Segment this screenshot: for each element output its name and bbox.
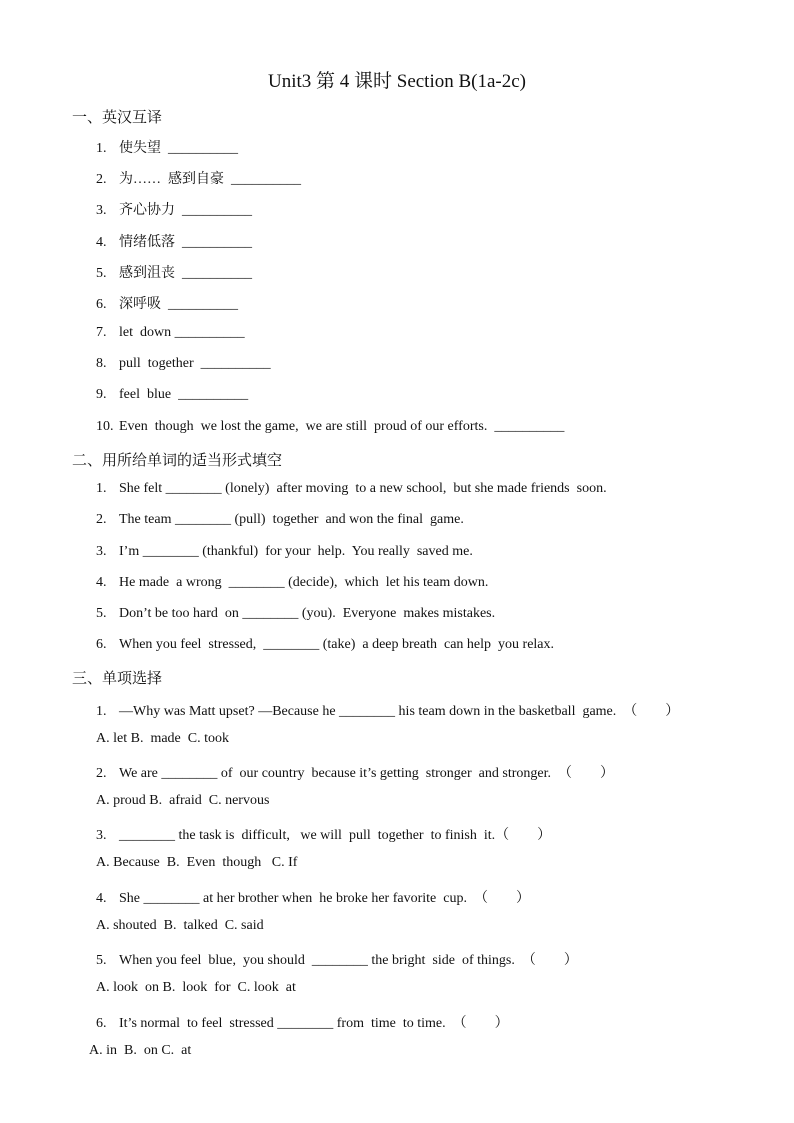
question (96, 1012, 509, 1032)
list-item (96, 293, 238, 313)
item-number: 9. (96, 387, 107, 402)
item-text: 感到沮丧 __________ (119, 266, 252, 281)
question-text: When you feel blue, you should ________ the bright side of things. （ ） (119, 953, 578, 968)
list-item (96, 419, 564, 435)
item-text: feel blue __________ (119, 387, 249, 402)
item-number: 10. (96, 419, 114, 434)
options: A. shouted B. talked C. said (96, 918, 264, 933)
item-text: 使失望 __________ (119, 141, 238, 156)
item-text: Don’t be too hard on ________ (you). Everyone makes mistakes. (119, 606, 496, 621)
list-item (96, 137, 238, 157)
list-item (96, 356, 271, 372)
list-item (96, 387, 248, 403)
list-item (96, 637, 554, 653)
item-number: 4. (96, 235, 107, 250)
list-item (96, 325, 245, 341)
item-number: 3. (96, 544, 107, 559)
question (96, 887, 530, 907)
question (96, 762, 614, 782)
options: A. let B. made C. took (96, 731, 229, 746)
question (96, 824, 551, 844)
question-text: She ________ at her brother when he broke her favorite cup. （ ） (119, 891, 530, 906)
item-text: let down __________ (119, 325, 245, 340)
section1-heading: 一、英汉互译 (72, 110, 163, 126)
item-number: 3. (96, 203, 107, 218)
item-number: 2. (96, 512, 107, 527)
question (96, 700, 679, 720)
page-title: Unit3 第 4 课时 Section B(1a-2c) (267, 71, 527, 92)
item-text: 深呼吸 __________ (119, 297, 238, 312)
item-number: 4. (96, 575, 107, 590)
question (96, 949, 578, 969)
list-item (96, 606, 495, 622)
options: A. Because B. Even though C. If (96, 855, 298, 870)
list-item (96, 168, 301, 188)
list-item (96, 512, 464, 528)
item-text: He made a wrong ________ (decide), which let his team down. (119, 575, 489, 590)
item-number: 6. (96, 297, 107, 312)
options: A. proud B. afraid C. nervous (96, 793, 270, 808)
item-text: 齐心协力 __________ (119, 203, 252, 218)
item-number: 5. (96, 606, 107, 621)
question-text: We are ________ of our country because it’s getting stronger and stronger. （ ） (119, 766, 614, 781)
item-text: The team ________ (pull) together and won the final game. (119, 512, 464, 527)
item-number: 1. (96, 704, 107, 719)
item-number: 2. (96, 766, 107, 781)
list-item (96, 231, 252, 251)
item-number: 4. (96, 891, 107, 906)
item-text: I’m ________ (thankful) for your help. You really saved me. (119, 544, 473, 559)
list-item (96, 544, 473, 560)
item-number: 1. (96, 481, 107, 496)
list-item (96, 262, 252, 282)
list-item (96, 199, 252, 219)
section3-heading: 三、单项选择 (72, 671, 163, 687)
item-number: 5. (96, 953, 107, 968)
item-number: 6. (96, 637, 107, 652)
list-item (96, 575, 488, 591)
item-text: 为…… 感到自豪 __________ (119, 172, 301, 187)
options: A. in B. on C. at (89, 1043, 192, 1058)
item-number: 2. (96, 172, 107, 187)
list-item (96, 481, 607, 497)
question-text: It’s normal to feel stressed ________ from time to time. （ ） (119, 1016, 509, 1031)
item-text: She felt ________ (lonely) after moving to a new school, but she made friends soon. (119, 481, 607, 496)
item-number: 7. (96, 325, 107, 340)
item-text: When you feel stressed, ________ (take) a deep breath can help you relax. (119, 637, 555, 652)
item-text: pull together __________ (119, 356, 271, 371)
question-text: ________ the task is difficult, we will pull together to finish it.（ ） (119, 828, 552, 843)
item-number: 8. (96, 356, 107, 371)
item-number: 6. (96, 1016, 107, 1031)
item-number: 3. (96, 828, 107, 843)
item-number: 1. (96, 141, 107, 156)
item-number: 5. (96, 266, 107, 281)
item-text: 情绪低落 __________ (119, 235, 252, 250)
question-text: —Why was Matt upset? —Because he ________ his team down in the basketball game. （ ） (119, 704, 680, 719)
item-text: Even though we lost the game, we are still proud of our efforts. __________ (119, 419, 565, 434)
section2-heading: 二、用所给单词的适当形式填空 (72, 453, 283, 469)
options: A. look on B. look for C. look at (96, 980, 296, 995)
